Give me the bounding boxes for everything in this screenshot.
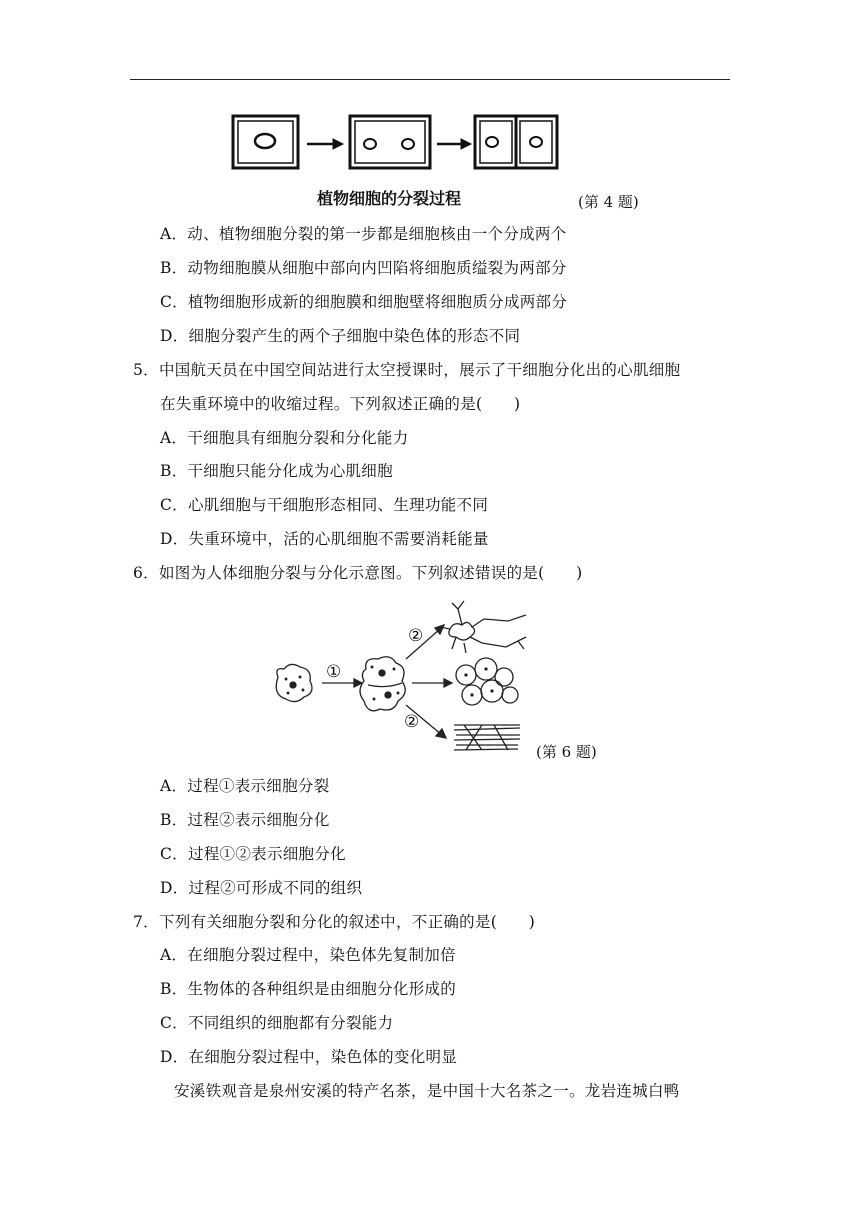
figure-4-label: (第 4 题) (578, 193, 639, 211)
figure-4-caption: 植物细胞的分裂过程 (317, 189, 462, 208)
q5-option-d: D．失重环境中，活的心肌细胞不需要消耗能量 (160, 530, 489, 548)
q6-option-c: C．过程①②表示细胞分化 (160, 845, 346, 863)
header-rule (130, 79, 730, 80)
q5-option-b: B．干细胞只能分化成为心肌细胞 (160, 462, 393, 480)
q4-option-d: D．细胞分裂产生的两个子细胞中染色体的形态不同 (160, 327, 521, 345)
q6-option-d: D．过程②可形成不同的组织 (160, 879, 363, 897)
q7-option-c: C．不同组织的细胞都有分裂能力 (160, 1014, 394, 1032)
q5-option-a: A．干细胞具有细胞分裂和分化能力 (160, 429, 409, 447)
q4-option-b: B．动物细胞膜从细胞中部向内凹陷将细胞质缢裂为两部分 (160, 259, 567, 277)
q4-option-c: C．植物细胞形成新的细胞膜和细胞壁将细胞质分成两部分 (160, 293, 568, 311)
q7-option-a: A．在细胞分裂过程中，染色体先复制加倍 (160, 946, 456, 964)
q5-stem-line1: 5．中国航天员在中国空间站进行太空授课时，展示了干细胞分化出的心肌细胞 (133, 361, 681, 379)
figure-6-label: (第 6 题) (536, 743, 597, 761)
q6-option-b: B．过程②表示细胞分化 (160, 811, 330, 829)
q6-fig-mark-2b: ② (404, 712, 420, 732)
passage-line-1: 安溪铁观音是泉州安溪的特产名茶，是中国十大名茶之一。龙岩连城白鸭 (174, 1082, 680, 1100)
cell-differentiation-figure (268, 597, 528, 767)
q5-option-c: C．心肌细胞与干细胞形态相同、生理功能不同 (160, 496, 489, 514)
q6-option-a: A．过程①表示细胞分裂 (160, 777, 330, 795)
q4-option-a: A．动、植物细胞分裂的第一步都是细胞核由一个分成两个 (160, 225, 567, 243)
q7-option-d: D．在细胞分裂过程中，染色体的变化明显 (160, 1048, 458, 1066)
q7-option-b: B．生物体的各种组织是由细胞分化形成的 (160, 980, 457, 998)
plant-cell-division-figure (225, 110, 565, 180)
q7-stem: 7．下列有关细胞分裂和分化的叙述中，不正确的是( ) (133, 913, 536, 931)
q6-fig-mark-1: ① (326, 662, 342, 682)
q6-fig-mark-2a: ② (408, 626, 424, 646)
q5-stem-line2: 在失重环境中的收缩过程。下列叙述正确的是( ) (160, 395, 521, 413)
q6-stem: 6．如图为人体细胞分裂与分化示意图。下列叙述错误的是( ) (133, 564, 583, 582)
